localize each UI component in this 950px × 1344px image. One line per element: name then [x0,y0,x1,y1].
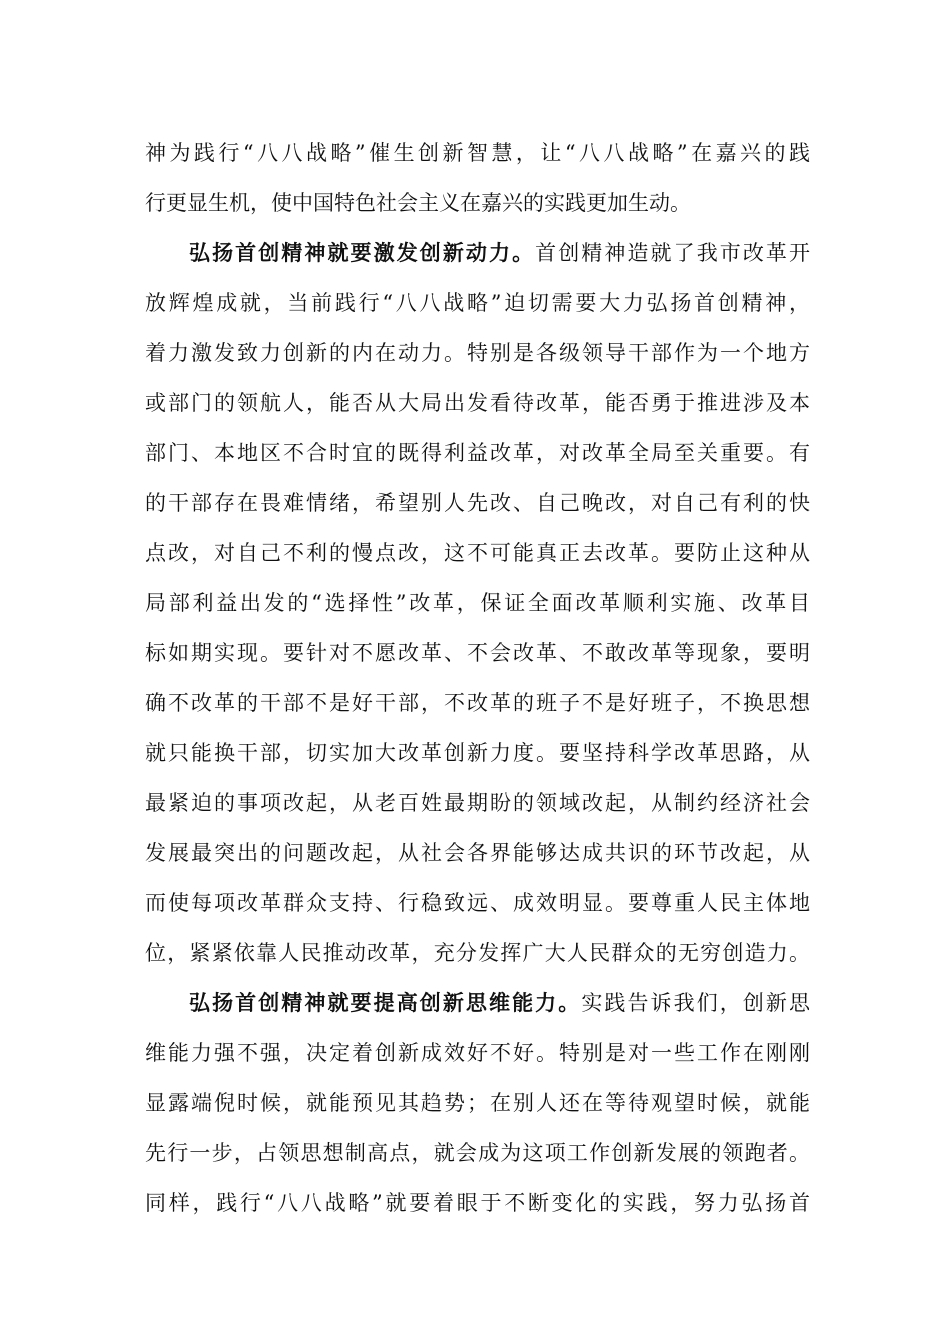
text-line: 维能力强不强，决定着创新成效好不好。特别是对一些工作在刚刚 [145,1041,810,1065]
text-line: 点改，对自己不利的慢点改，这不可能真正去改革。要防止这种从 [145,541,810,565]
text-line: 行更显生机，使中国特色社会主义在嘉兴的实践更加生动。 [145,191,691,215]
text-line: 神为践行“八八战略”催生创新智慧，让“八八战略”在嘉兴的践 [145,141,810,165]
text-line: 而使每项改革群众支持、行稳致远、成效明显。要尊重人民主体地 [145,891,810,915]
text-line: 先行一步，占领思想制高点，就会成为这项工作创新发展的领跑者。 [145,1141,810,1165]
text-line: 发展最突出的问题改起，从社会各界能够达成共识的环节改起，从 [145,841,810,865]
text-line: 的干部存在畏难情绪，希望别人先改、自己晚改，对自己有利的快 [145,491,810,515]
text-line: 位，紧紧依靠人民推动改革，充分发挥广大人民群众的无穷创造力。 [145,941,810,965]
text-line: 或部门的领航人，能否从大局出发看待改革，能否勇于推进涉及本 [145,391,810,415]
text-line: 就只能换干部，切实加大改革创新力度。要坚持科学改革思路，从 [145,741,810,765]
paragraph-heading: 弘扬首创精神就要激发创新动力。 [189,241,536,265]
text-line: 部门、本地区不合时宜的既得利益改革，对改革全局至关重要。有 [145,441,810,465]
text-line: 同样，践行“八八战略”就要着眼于不断变化的实践，努力弘扬首 [145,1191,810,1215]
text-line: 着力激发致力创新的内在动力。特别是各级领导干部作为一个地方 [145,341,810,365]
text-line: 最紧迫的事项改起，从老百姓最期盼的领域改起，从制约经济社会 [145,791,810,815]
paragraph-heading-line: 弘扬首创精神就要提高创新思维能力。实践告诉我们，创新思 [189,991,811,1015]
text-line: 局部利益出发的“选择性”改革，保证全面改革顺利实施、改革目 [145,591,810,615]
paragraph-heading: 弘扬首创精神就要提高创新思维能力。 [189,991,582,1015]
text-line: 确不改革的干部不是好干部，不改革的班子不是好班子，不换思想 [145,691,810,715]
text-line: 显露端倪时候，就能预见其趋势；在别人还在等待观望时候，就能 [145,1091,810,1115]
text-line: 标如期实现。要针对不愿改革、不会改革、不敢改革等现象，要明 [145,641,810,665]
body-text [145,128,810,1228]
paragraph-heading-line: 弘扬首创精神就要激发创新动力。首创精神造就了我市改革开 [189,241,811,265]
text-line: 放辉煌成就，当前践行“八八战略”迫切需要大力弘扬首创精神， [145,291,810,315]
